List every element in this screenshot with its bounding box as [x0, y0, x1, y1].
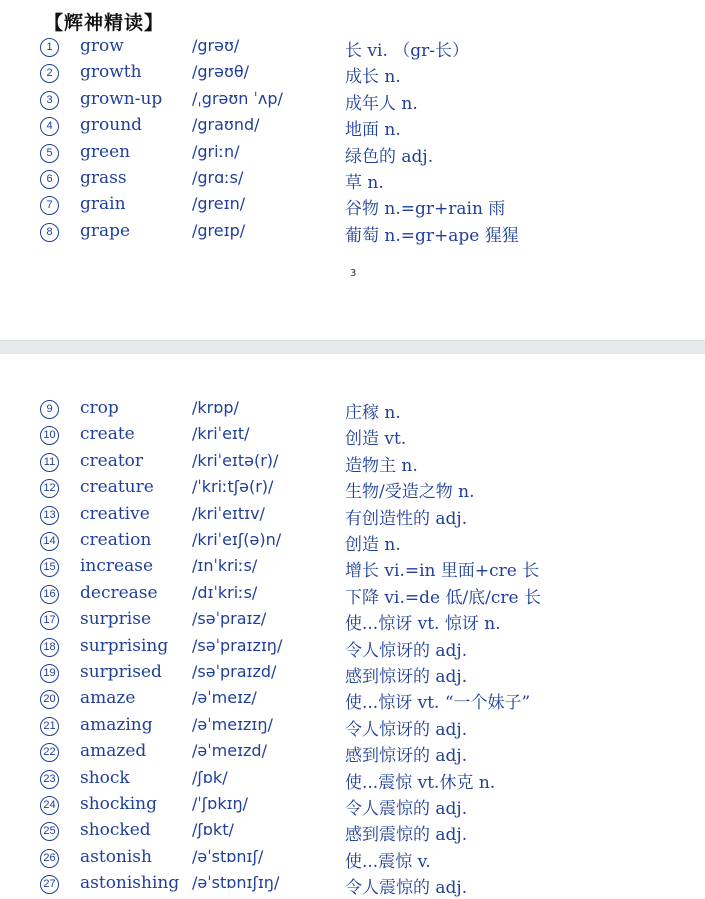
entry-number: 5 [40, 144, 59, 163]
entry-meaning: 使...震惊 vt.休克 n. [345, 772, 496, 793]
vocab-row [0, 794, 705, 820]
entry-meaning: 增长 vi.=in 里面+cre 长 [345, 561, 540, 582]
entry-number: 16 [40, 585, 59, 604]
entry-phonetic: /əˈmeɪz/ [192, 688, 257, 708]
entry-word: amazing [80, 714, 153, 735]
page-separator [0, 340, 705, 355]
entry-meaning: 使...震惊 v. [345, 851, 431, 872]
entry-phonetic: /kriˈeɪtə(r)/ [192, 450, 279, 470]
page-number: 3 [350, 268, 357, 279]
entry-number: 13 [40, 506, 59, 525]
entry-meaning: 令人震惊的 adj. [345, 878, 468, 899]
entry-phonetic: /ɪnˈkriːs/ [192, 556, 258, 576]
entry-phonetic: /səˈpraɪzɪŋ/ [192, 635, 283, 655]
entry-word: creation [80, 530, 152, 550]
document-page-bottom [0, 354, 705, 899]
entry-phonetic: /ʃɒkt/ [192, 820, 234, 840]
entry-word: green [80, 141, 131, 162]
entry-number: 6 [40, 170, 59, 189]
entry-meaning: 下降 vi.=de 低/底/cre 长 [345, 587, 542, 608]
entry-number: 20 [40, 690, 59, 709]
entry-meaning: 使...惊讶 vt. 惊讶 n. [345, 614, 501, 635]
entry-phonetic: /dɪˈkriːs/ [192, 582, 258, 602]
entry-word: create [80, 424, 135, 445]
entry-number: 12 [40, 479, 59, 498]
entry-meaning: 造物主 n. [345, 455, 418, 476]
entry-meaning: 成年人 n. [345, 93, 418, 114]
entry-number: 26 [40, 849, 59, 868]
vocab-row [0, 142, 705, 168]
vocab-row [0, 221, 705, 247]
entry-meaning: 成长 n. [345, 67, 401, 88]
vocab-row [0, 820, 705, 846]
entry-word: shocking [80, 794, 157, 814]
entry-phonetic: /grəʊ/ [192, 36, 240, 55]
entry-phonetic: /grəʊθ/ [192, 62, 250, 82]
entry-phonetic: /əˈmeɪzɪŋ/ [192, 714, 273, 734]
page-heading: 【辉神精读】 [44, 12, 165, 34]
entry-phonetic: /graʊnd/ [192, 115, 260, 135]
entry-number: 25 [40, 822, 59, 841]
entry-meaning: 生物/受造之物 n. [345, 482, 475, 503]
entry-meaning: 地面 n. [345, 120, 401, 141]
entry-meaning: 令人震惊的 adj. [345, 799, 468, 819]
entry-word: shock [80, 767, 130, 788]
entry-word: ground [80, 115, 143, 136]
entry-meaning: 感到震惊的 adj. [345, 825, 468, 846]
entry-phonetic: /əˈmeɪzd/ [192, 741, 267, 761]
vocab-row [0, 583, 705, 609]
entry-number: 1 [40, 38, 59, 57]
entry-number: 19 [40, 664, 59, 683]
entry-word: amaze [80, 688, 136, 709]
entry-meaning: 草 n. [345, 173, 384, 193]
entry-word: creative [80, 503, 150, 524]
entry-word: grass [80, 168, 127, 188]
entry-phonetic: /krɒp/ [192, 398, 239, 417]
entry-phonetic: /kriˈeɪt/ [192, 424, 250, 444]
entry-phonetic: /ʃɒk/ [192, 767, 228, 787]
vocab-row [0, 662, 705, 688]
entry-word: creature [80, 477, 154, 498]
entry-word: surprise [80, 609, 152, 630]
entry-meaning: 感到惊讶的 adj. [345, 746, 468, 767]
entry-word: decrease [80, 582, 158, 603]
entry-phonetic: /əˈstɒnɪʃɪŋ/ [192, 873, 280, 893]
vocab-row [0, 168, 705, 194]
document-page-top [0, 0, 705, 340]
entry-phonetic: /kriˈeɪʃ(ə)n/ [192, 530, 282, 549]
entry-meaning: 创造 n. [345, 535, 401, 555]
entry-meaning: 葡萄 n.=gr+ape 猩猩 [345, 225, 519, 246]
entry-word: amazed [80, 741, 147, 762]
vocab-row [0, 424, 705, 450]
entry-number: 2 [40, 64, 59, 83]
entry-number: 11 [40, 453, 59, 472]
entry-phonetic: /greɪn/ [192, 194, 246, 214]
entry-phonetic: /səˈpraɪzd/ [192, 662, 277, 681]
entry-meaning: 长 vi. （gr-长） [345, 41, 470, 61]
entry-phonetic: /grɑːs/ [192, 168, 244, 187]
vocab-row [0, 688, 705, 714]
vocab-row [0, 62, 705, 88]
entry-word: growth [80, 62, 142, 83]
entry-number: 3 [40, 91, 59, 110]
vocab-row [0, 89, 705, 115]
entry-word: surprised [80, 662, 162, 682]
entry-word: creator [80, 450, 144, 471]
vocab-row [0, 477, 705, 503]
entry-meaning: 令人惊讶的 adj. [345, 640, 468, 661]
entry-word: astonishing [80, 873, 180, 894]
entry-meaning: 谷物 n.=gr+rain 雨 [345, 199, 506, 220]
entry-phonetic: /ˈʃɒkɪŋ/ [192, 794, 249, 813]
vocab-row [0, 847, 705, 873]
entry-phonetic: /əˈstɒnɪʃ/ [192, 846, 264, 866]
entry-number: 14 [40, 532, 59, 551]
vocab-row [0, 530, 705, 556]
vocab-row [0, 768, 705, 794]
entry-phonetic: /greɪp/ [192, 220, 246, 240]
entry-phonetic: /kriˈeɪtɪv/ [192, 503, 265, 523]
vocab-row [0, 36, 705, 62]
entry-number: 7 [40, 196, 59, 215]
entry-number: 9 [40, 400, 59, 419]
entry-word: astonish [80, 846, 152, 867]
entry-word: grown-up [80, 88, 163, 109]
entry-meaning: 使...惊讶 vt. “一个妹子” [345, 693, 531, 714]
entry-word: grape [80, 220, 131, 241]
vocab-row [0, 115, 705, 141]
entry-number: 27 [40, 875, 59, 894]
entry-phonetic: /ˌgrəʊn ˈʌp/ [192, 88, 283, 108]
vocab-row [0, 451, 705, 477]
entry-word: crop [80, 398, 119, 418]
entry-number: 24 [40, 796, 59, 815]
entry-number: 4 [40, 117, 59, 136]
entry-word: surprising [80, 635, 169, 656]
entry-meaning: 令人惊讶的 adj. [345, 719, 468, 740]
entry-meaning: 有创造性的 adj. [345, 508, 468, 529]
entry-number: 18 [40, 638, 59, 657]
entry-meaning: 绿色的 adj. [345, 146, 434, 167]
vocab-row [0, 556, 705, 582]
entry-word: grain [80, 194, 126, 215]
entry-meaning: 创造 vt. [345, 429, 407, 450]
entry-meaning: 庄稼 n. [345, 403, 401, 423]
entry-phonetic: /griːn/ [192, 141, 240, 161]
entry-phonetic: /ˈkriːtʃə(r)/ [192, 477, 274, 497]
entry-word: shocked [80, 820, 151, 841]
entry-number: 10 [40, 426, 59, 445]
entry-word: grow [80, 36, 124, 56]
vocab-row [0, 636, 705, 662]
vocab-row [0, 609, 705, 635]
entry-number: 15 [40, 558, 59, 577]
entry-number: 22 [40, 743, 59, 762]
entry-word: increase [80, 556, 154, 577]
vocab-row [0, 873, 705, 899]
vocab-row [0, 715, 705, 741]
entry-number: 23 [40, 770, 59, 789]
entry-phonetic: /səˈpraɪz/ [192, 609, 267, 629]
entry-number: 21 [40, 717, 59, 736]
vocab-row [0, 398, 705, 424]
vocab-row [0, 741, 705, 767]
entry-number: 17 [40, 611, 59, 630]
vocab-row [0, 194, 705, 220]
entry-number: 8 [40, 223, 59, 242]
vocab-row [0, 504, 705, 530]
entry-meaning: 感到惊讶的 adj. [345, 667, 468, 687]
